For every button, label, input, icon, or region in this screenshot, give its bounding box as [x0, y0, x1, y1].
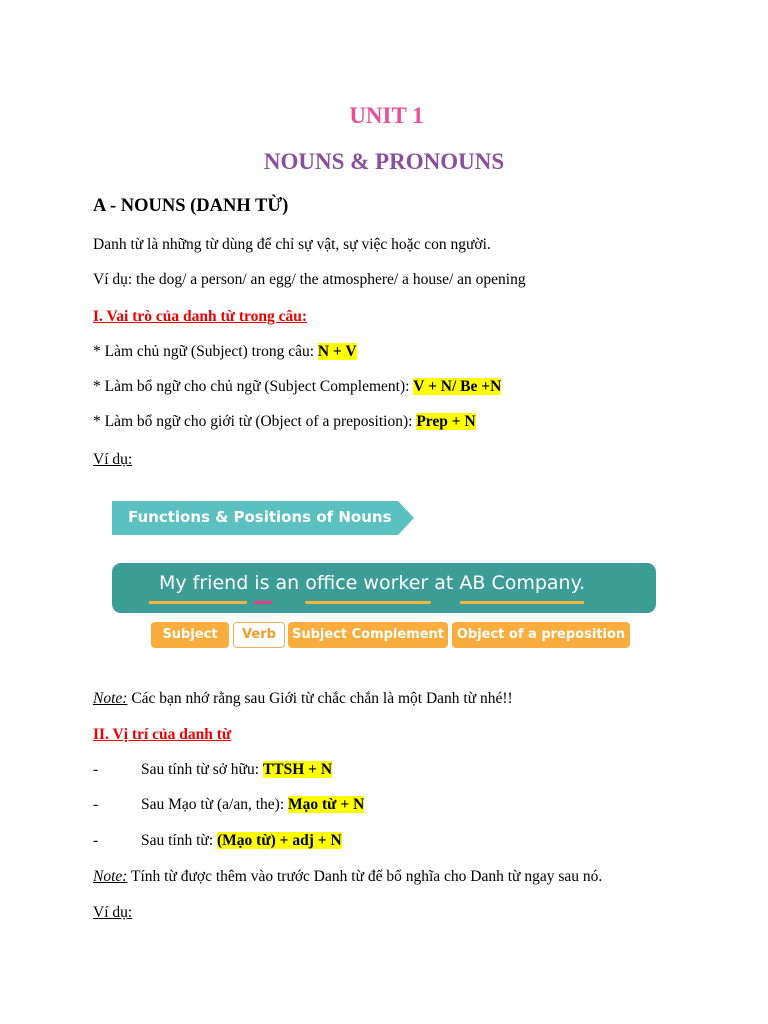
section-a-heading: A - NOUNS (DANH TỪ) — [93, 196, 289, 216]
formula-highlight: (Mạo từ) + adj + N — [217, 832, 342, 849]
label-verb: Verb — [233, 622, 285, 648]
definition-text: Danh từ là những từ dùng để chỉ sự vật, sự việc hoặc con người. — [93, 236, 491, 253]
position-text-wrap — [141, 795, 364, 815]
role-text: * Làm bổ ngữ cho giới từ (Object of a preposition): — [93, 413, 417, 430]
note-label: Note: — [93, 868, 128, 885]
note-label: Note: — [93, 690, 128, 707]
final-example-label: Ví dụ: — [93, 904, 133, 921]
position-item — [0, 795, 768, 817]
section-1-heading: I. Vai trò của danh từ trong câu: — [93, 308, 307, 325]
formula-highlight: V + N/ Be +N — [413, 378, 502, 395]
page-title: UNIT 1 — [349, 103, 424, 128]
label-subject-complement: Subject Complement — [288, 622, 448, 648]
verb-underline — [254, 601, 272, 604]
formula-highlight: Mạo từ + N — [288, 796, 365, 813]
role-item — [93, 412, 476, 432]
note-1 — [93, 689, 513, 709]
complement-underline — [305, 601, 431, 604]
example-text: Ví dụ: the dog/ a person/ an egg/ the atmosphere/ a house/ an opening — [93, 271, 526, 288]
page-subtitle: NOUNS & PRONOUNS — [263, 149, 505, 174]
note-2 — [93, 867, 602, 887]
position-item — [0, 831, 768, 853]
formula-highlight: Prep + N — [416, 413, 476, 430]
formula-highlight: TTSH + N — [262, 761, 333, 778]
note-text: Tính từ được thêm vào trước Danh từ để bổ nghĩa cho Danh từ ngay sau nó. — [127, 868, 603, 885]
example-sentence: My friend is an office worker at AB Company. — [159, 572, 586, 594]
formula-highlight: N + V — [317, 343, 357, 360]
position-text-wrap — [141, 760, 332, 780]
position-text: Sau Mạo từ (a/an, the): — [141, 796, 289, 813]
position-text: Sau tính từ sở hữu: — [141, 761, 263, 778]
role-item — [93, 377, 501, 397]
role-text: * Làm bổ ngữ cho chủ ngữ (Subject Complement): — [93, 378, 414, 395]
object-underline — [460, 601, 584, 604]
section-2-heading: II. Vị trí của danh từ — [93, 726, 232, 743]
figure-banner-text: Functions & Positions of Nouns — [128, 508, 392, 526]
position-text: Sau tính từ: — [141, 832, 218, 849]
note-text: Các bạn nhớ rằng sau Giới từ chắc chắn là một Danh từ nhé!! — [127, 690, 513, 707]
subject-underline — [149, 601, 247, 604]
label-object-of-preposition: Object of a preposition — [452, 622, 630, 648]
position-item — [0, 760, 768, 782]
bullet-dash: - — [93, 796, 99, 813]
bullet-dash: - — [93, 761, 99, 778]
bullet-dash: - — [93, 832, 99, 849]
example-label: Ví dụ: — [93, 451, 133, 468]
label-subject: Subject — [151, 622, 229, 648]
role-item — [93, 342, 357, 362]
position-text-wrap — [141, 831, 342, 851]
role-text: * Làm chủ ngữ (Subject) trong câu: — [93, 343, 318, 360]
